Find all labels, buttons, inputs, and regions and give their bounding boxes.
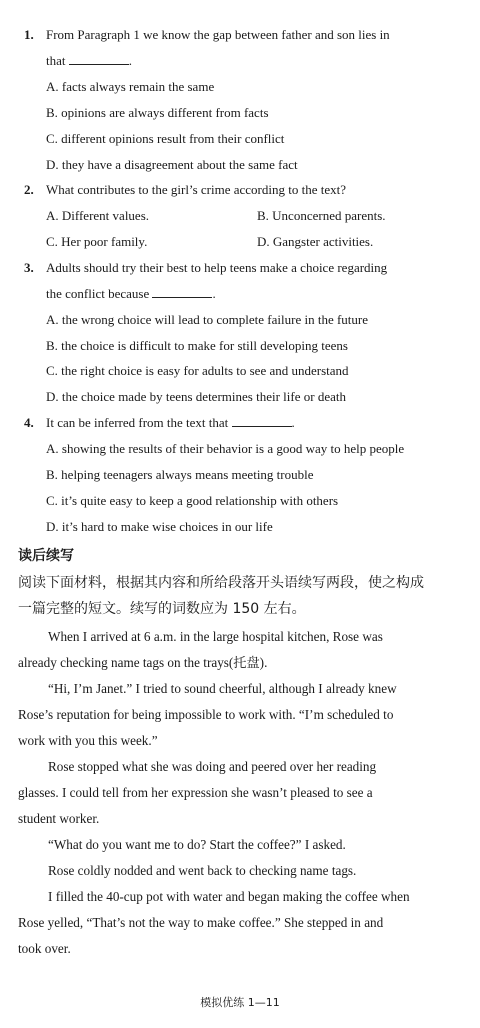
- question-number: 1.: [24, 27, 34, 42]
- section-title: 读后续写: [18, 548, 74, 564]
- passage-line: Rose’s reputation for being impossible to work with. “I’m scheduled to: [18, 707, 394, 722]
- instructions-line-1: 阅读下面材料，根据其内容和所给段落开头语续写两段，使之构成: [18, 575, 424, 591]
- question-number: 2.: [24, 182, 34, 197]
- question-stem: What contributes to the girl’s crime according to the text?: [46, 182, 346, 197]
- option-d: D. Gangster activities.: [257, 234, 374, 249]
- answer-blank: [69, 52, 129, 65]
- passage-line: took over.: [18, 941, 71, 956]
- option-a: A. showing the results of their behavior is a good way to help people: [46, 441, 405, 456]
- option-c: C. it’s quite easy to keep a good relationship with others: [46, 493, 339, 508]
- question-stem: Adults should try their best to help teens make a choice regarding: [46, 260, 388, 275]
- answer-blank: [232, 414, 292, 427]
- option-d: D. it’s hard to make wise choices in our life: [46, 519, 273, 534]
- passage-line: Rose coldly nodded and went back to checking name tags.: [48, 863, 357, 878]
- question-stem-cont: that .: [46, 53, 132, 68]
- option-c: C. Her poor family.: [46, 234, 148, 249]
- answer-blank: [152, 285, 212, 298]
- page-footer: 模拟优练 1—11: [200, 996, 280, 1009]
- option-d: D. they have a disagreement about the same fact: [46, 157, 298, 172]
- question-stem: It can be inferred from the text that .: [46, 415, 295, 430]
- passage-line: already checking name tags on the trays(托盘).: [18, 655, 268, 670]
- question-stem: From Paragraph 1 we know the gap between father and son lies in: [46, 27, 390, 42]
- passage-line: student worker.: [18, 811, 100, 826]
- passage-line: “What do you want me to do? Start the coffee?” I asked.: [48, 837, 346, 852]
- option-c: C. different opinions result from their conflict: [46, 131, 285, 146]
- passage-line: Rose stopped what she was doing and peered over her reading: [48, 759, 377, 774]
- option-b: B. helping teenagers always means meeting trouble: [46, 467, 314, 482]
- question-number: 3.: [24, 260, 34, 275]
- passage-line: When I arrived at 6 a.m. in the large hospital kitchen, Rose was: [48, 629, 383, 644]
- option-c: C. the right choice is easy for adults to see and understand: [46, 363, 349, 378]
- option-d: D. the choice made by teens determines their life or death: [46, 389, 346, 404]
- option-b: B. Unconcerned parents.: [257, 208, 386, 223]
- option-a: A. facts always remain the same: [46, 79, 215, 94]
- option-a: A. Different values.: [46, 208, 150, 223]
- option-b: B. the choice is difficult to make for still developing teens: [46, 338, 348, 353]
- passage-line: work with you this week.”: [18, 733, 158, 748]
- option-a: A. the wrong choice will lead to complete failure in the future: [46, 312, 368, 327]
- question-number: 4.: [24, 415, 34, 430]
- passage-line: glasses. I could tell from her expression she wasn’t pleased to see a: [18, 785, 373, 800]
- passage-line: “Hi, I’m Janet.” I tried to sound cheerful, although I already knew: [48, 681, 397, 696]
- option-b: B. opinions are always different from facts: [46, 105, 269, 120]
- passage-line: I filled the 40-cup pot with water and began making the coffee when: [48, 889, 410, 904]
- instructions-line-2: 一篇完整的短文。续写的词数应为 150 左右。: [18, 601, 306, 617]
- question-stem-cont: the conflict because .: [46, 286, 216, 301]
- passage-line: Rose yelled, “That’s not the way to make coffee.” She stepped in and: [18, 915, 384, 930]
